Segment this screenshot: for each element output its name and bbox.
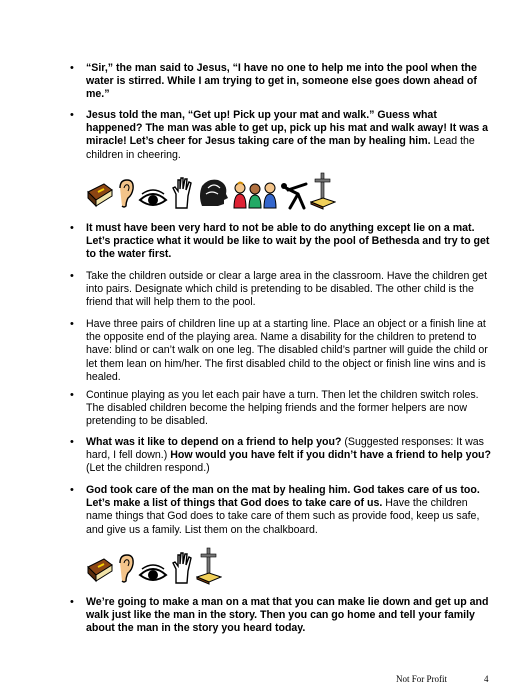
bullet-marker: • [70,596,74,608]
bullet-item [70,436,496,476]
page-footer [396,674,489,684]
icon-strip [86,170,336,210]
bible-icon [86,555,114,585]
bullet-item [70,484,496,537]
bullet-bold-text: God took care of the man on the mat by healing him. God takes care of us too. Let’s make a list of things that God does to take care of us. [86,484,480,510]
bullet-plain-text: Have the children name things that God does to take care of them such as provide food, keep us safe, and give us a family. List them on the chalkboard. [86,497,480,536]
bullet-marker: • [70,389,74,401]
bullet-bold-text: We’re going to make a man on a mat that you can make lie down and get up and walk just like the man in the story. Then you can go home and tell your family about the man in the story you heard today. [86,596,489,635]
bullet-marker: • [70,222,74,234]
bullet-marker: • [70,62,74,74]
bullet-item [70,222,496,262]
bullet-plain-text: (Let the children respond.) [86,462,210,475]
bullet-item [70,596,496,636]
bullet-item [70,270,496,310]
hand-icon [170,551,194,585]
cross-bible-icon [310,172,336,210]
stretching-figure-icon [280,180,308,210]
bullet-plain-text: (Suggested responses: It was hard, I fell down.) [86,436,484,462]
children-group-icon [232,180,278,210]
eye-icon [138,563,168,585]
bullet-bold-text: “Sir,” the man said to Jesus, “I have no one to help me into the pool when the water is stirred. While I am trying to get in, someone else goes down ahead of me.” [86,62,477,101]
bullet-marker: • [70,109,74,121]
bullet-plain-text: Continue playing as you let each pair have a turn. Then let the children switch roles. The disabled children become the helping friends and the former helpers are now pretending to be disabled. [86,389,479,428]
ear-icon [116,553,136,585]
bible-icon [86,180,114,210]
head-profile-icon [196,176,230,210]
bullet-bold-text: What was it like to depend on a friend to help you? [86,436,342,448]
bullet-bold-text: It must have been very hard to not be able to do anything except lie on a mat. Let’s practice what it would be like to wait by the pool of Bethesda and try to get to the water first. [86,222,490,261]
footer-text: Not For Profit [396,674,448,684]
bullet-item [70,389,496,429]
bullet-marker: • [70,270,74,282]
bullet-item [70,109,496,162]
ear-icon [116,178,136,210]
bullet-plain-text: Have three pairs of children line up at a starting line. Place an object or a finish line at the opposite end of the playing area. Name a disability for the children to pretend to have: blind or can’t walk on one leg. The disabled child’s partner will guide the child or let them lean on him/her. The first disabled child to the object or finish line wins and is healed. [86,318,488,383]
bullet-item [70,318,496,384]
page-number: 4 [484,674,489,684]
bullet-bold-text: How would you have felt if you didn’t have a friend to help you? [167,449,491,462]
bullet-item [70,62,496,102]
bullet-plain-text: Lead the children in cheering. [86,135,475,161]
icon-strip [86,545,222,585]
hand-icon [170,176,194,210]
bullet-plain-text: Take the children outside or clear a large area in the classroom. Have the children get into pairs. Designate which child is pretending to be disabled. The other child is the friend that will help them to the pool. [86,270,488,309]
eye-icon [138,188,168,210]
bullet-bold-text: Jesus told the man, “Get up! Pick up your mat and walk.” Guess what happened? The man was able to get up, pick up his mat and walk away! It was a miracle! Let’s cheer for Jesus taking care of the man by healing him. [86,109,489,148]
bullet-marker: • [70,318,74,330]
bullet-marker: • [70,484,74,496]
bullet-marker: • [70,436,74,448]
cross-bible-icon [196,547,222,585]
